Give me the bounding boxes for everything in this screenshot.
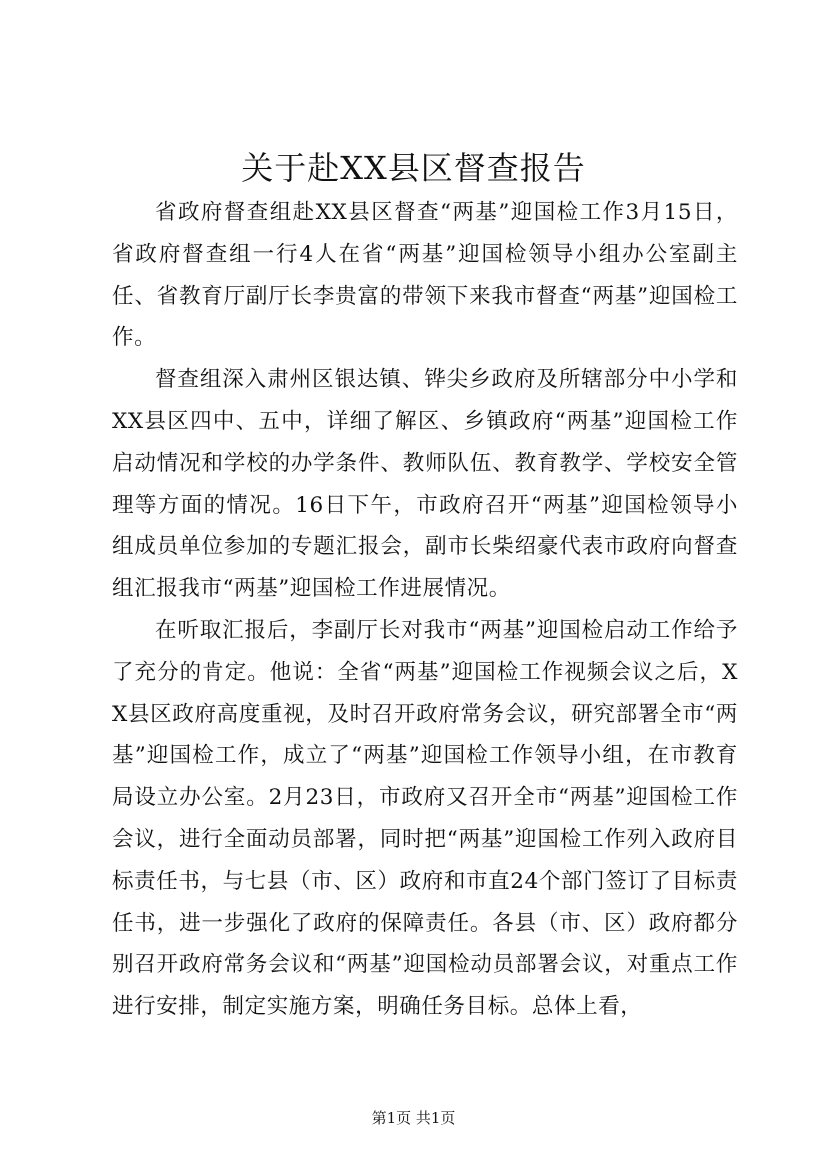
document-body <box>112 192 738 1028</box>
paragraph-3: 在听取汇报后，李副厅长对我市“两基”迎国检启动工作给予了充分的肯定。他说：全省“两基”迎国检工作视频会议之后，XX县区政府高度重视，及时召开政府常务会议，研究部署全市“两基”迎国检工作，成立了“两基”迎国检工作领导小组，在市教育局设立办公室。2月23日，市政府又召开全市“两基”迎国检工作会议，进行全面动员部署，同时把“两基”迎国检工作列入政府目标责任书，与七县（市、区）政府和市直24个部门签订了目标责任书，进一步强化了政府的保障责任。各县（市、区）政府都分别召开政府常务会议和“两基”迎国检动员部署会议，对重点工作进行安排，制定实施方案，明确任务目标。总体上看， <box>112 617 738 1020</box>
paragraph-2: 督查组深入肃州区银达镇、铧尖乡政府及所辖部分中小学和XX县区四中、五中，详细了解区、乡镇政府“两基”迎国检工作启动情况和学校的办学条件、教师队伍、教育教学、学校安全管理等方面的情况。16日下午，市政府召开“两基”迎国检领导小组成员单位参加的专题汇报会，副市长柴绍豪代表市政府向督查组汇报我市“两基”迎国检工作进展情况。 <box>112 367 738 602</box>
page-footer: 第1页 共1页 <box>371 1109 456 1127</box>
paragraph-1: 省政府督查组赴XX县区督查“两基”迎国检工作3月15日，省政府督查组一行4人在省“两基”迎国检领导小组办公室副主任、省教育厅副厅长李贵富的带领下来我市督查“两基”迎国检工作。 <box>112 200 738 351</box>
document-title: 关于赴XX县区督查报告 <box>241 149 586 187</box>
